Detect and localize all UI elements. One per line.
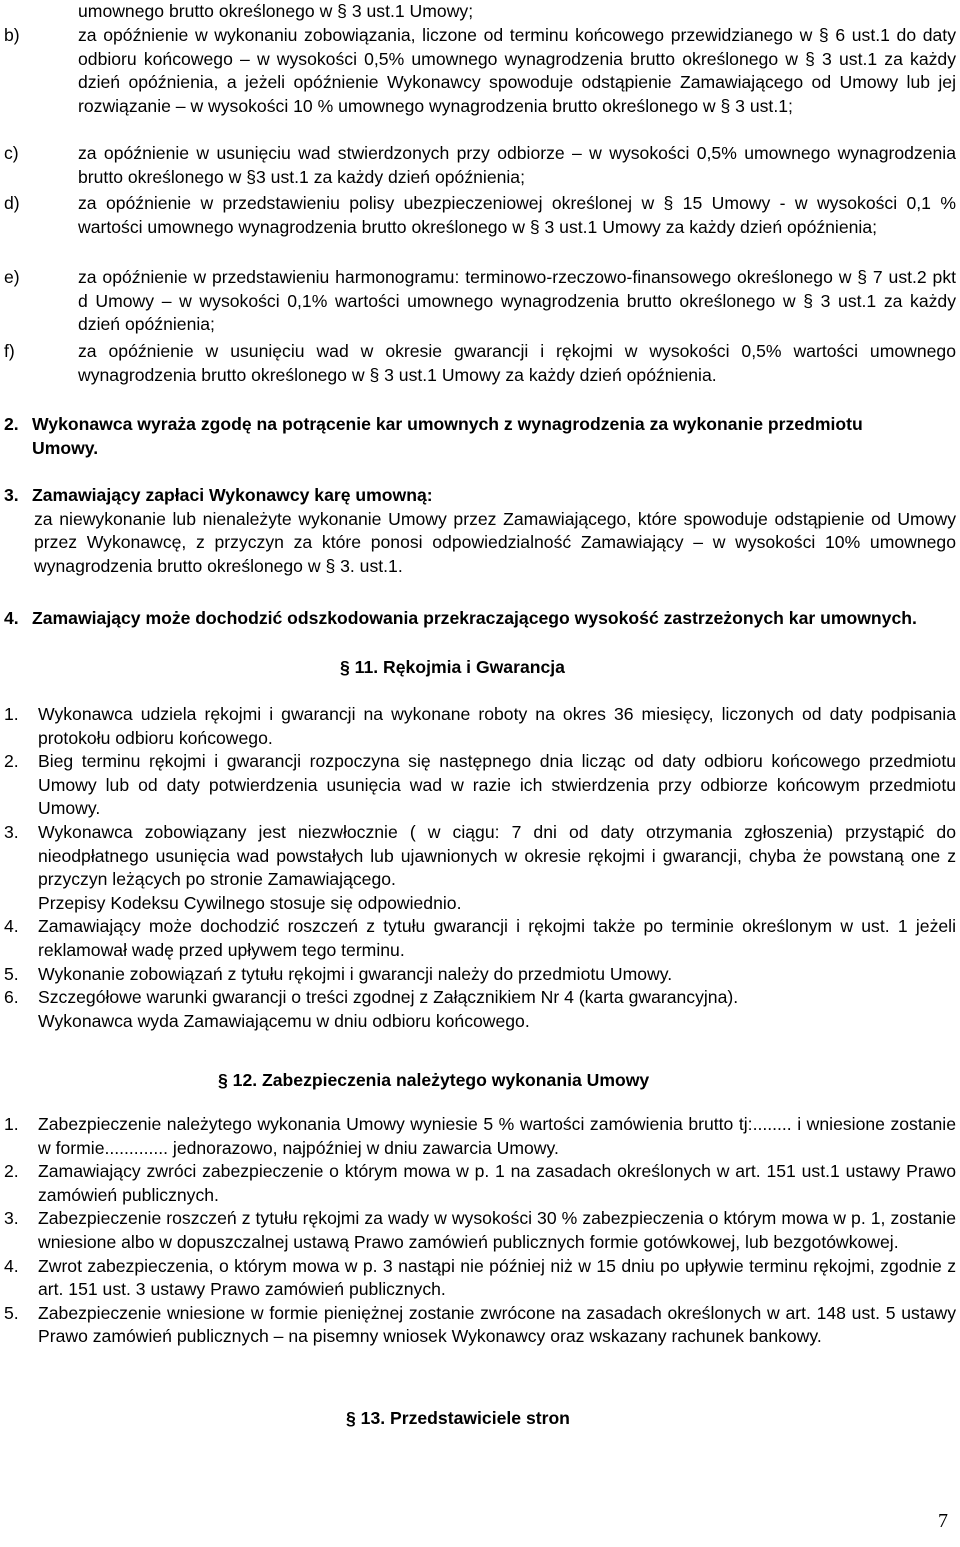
item-label: b) (4, 25, 20, 45)
list-item (4, 986, 960, 1033)
list-item (4, 750, 960, 821)
item-extra-text: Wykonawca wyda Zamawiającemu w dniu odbioru końcowego. (38, 1010, 530, 1031)
item-number: 3. (4, 821, 19, 842)
section-number: 4. (4, 608, 19, 628)
item-label: d) (4, 193, 20, 213)
zabezpieczenia-list (4, 1113, 960, 1349)
item-label: c) (4, 143, 19, 163)
item-number: 5. (4, 1302, 19, 1323)
section-3-text: za niewykonanie lub nienależyte wykonanie Umowy przez Zamawiającego, które spowoduje odstąpienie od Umowy przez Wykonawcę, z przyczyn za które ponosi odpowiedzialność Zamawiający – w wysokości 10% umownego wynagrodzenia brutto określonego w § 3. ust.1. (34, 508, 956, 576)
item-text: za opóźnienie w przedstawieniu polisy ubezpieczeniowej określonej w § 15 Umowy - w wysokości 0,1 % wartości umownego wynagrodzenia brutto określonego w § 3 ust.1 Umowy za każdy dzień opóźnienia; (78, 193, 956, 237)
item-text: Bieg terminu rękojmi i gwarancji rozpoczyna się następnego dnia licząc od daty odbioru końcowego przedmiotu Umowy lub od daty potwierdzenia usunięcia wad w razie ich stwierdzenia przy odbiorze końcowym przedmiotu Umowy. (38, 751, 956, 819)
list-item (4, 1255, 960, 1302)
item-number: 2. (4, 751, 19, 772)
list-item-c (4, 142, 960, 189)
item-number: 4. (4, 1255, 19, 1276)
list-item (4, 703, 960, 750)
section-4-text: Zamawiający może dochodzić odszkodowania przekraczającego wysokość zastrzeżonych kar umownych. (32, 608, 917, 628)
item-text: Zabezpieczenie należytego wykonania Umowy wyniesie 5 % wartości zamówienia brutto tj:........ i wniesione zostanie w formie............. jednorazowo, najpóźniej w dniu zawarcia Umowy. (38, 1114, 956, 1158)
item-number: 2. (4, 1161, 19, 1182)
item-label: f) (4, 341, 15, 361)
item-text: Zabezpieczenie wniesione w formie pieniężnej zostanie zwrócone na zasadach określonych w art. 148 ust. 5 ustawy Prawo zamówień publicznych – na pisemny wniosek Wykonawcy oraz wskazany rachunek bankowy. (38, 1302, 956, 1347)
item-number: 3. (4, 1208, 19, 1229)
section-2 (4, 413, 960, 460)
item-text: Zabezpieczenie roszczeń z tytułu rękojmi za wady w wysokości 30 % zabezpieczenia o którym mowa w p. 1, zostanie wniesione albo w dopuszczalnej ustawą Prawo zamówień publicznych formie gotówkowej, lub bezgotówkowej. (38, 1208, 956, 1252)
list-item-b (4, 24, 960, 118)
page-number: 7 (938, 1510, 948, 1532)
section-3-title: Zamawiający zapłaci Wykonawcy karę umowną: (32, 485, 433, 505)
heading-12: § 12. Zabezpieczenia należytego wykonania Umowy (218, 1070, 650, 1090)
item-text: Zamawiający zwróci zabezpieczenie o którym mowa w p. 1 na zasadach określonych w art. 151 ust.1 ustawy Prawo zamówień publicznych. (38, 1161, 956, 1205)
item-text: Szczegółowe warunki gwarancji o treści zgodnej z Załącznikiem Nr 4 (karta gwarancyjna). (38, 987, 739, 1008)
item-text: Wykonawca udziela rękojmi i gwarancji na wykonane roboty na okres 36 miesięcy, liczonych od daty podpisania protokołu odbioru końcowego. (38, 704, 956, 748)
item-number: 4. (4, 916, 19, 937)
item-text: Wykonawca zobowiązany jest niezwłocznie ( w ciągu: 7 dni od daty otrzymania zgłoszenia) przystąpić do nieodpłatnego usunięcia wad powstałych lub ujawnionych w okresie rękojmi i gwarancji, chyba że powstaną one z przyczyn leżących po stronie Zamawiającego. (38, 821, 956, 890)
list-item (4, 1160, 960, 1207)
section-number: 2. (4, 414, 19, 434)
list-item (4, 1207, 960, 1254)
item-number: 6. (4, 987, 19, 1008)
item-label: e) (4, 267, 20, 287)
continuation-line: umownego brutto określonego w § 3 ust.1 Umowy; (78, 1, 474, 21)
item-text: za opóźnienie w wykonaniu zobowiązania, liczone od terminu końcowego przewidzianego w § 6 ust.1 do daty odbioru końcowego – w wysokości 0,5% umownego wynagrodzenia brutto określonego w § 3 ust.1 za każdy dzień opóźnienia, a jeżeli opóźnienie Wykonawcy spowoduje odstąpienie Zamawiającego od Umowy lub jej rozwiązanie – w wysokości 10 % umownego wynagrodzenia brutto określonego w § 3 ust.1; (78, 25, 956, 116)
heading-13: § 13. Przedstawiciele stron (346, 1408, 570, 1428)
section-text (32, 413, 912, 460)
section-2-text: Wykonawca wyraża zgodę na potrącenie kar umownych z wynagrodzenia za wykonanie przedmiotu Umowy. (32, 414, 863, 458)
list-item (4, 963, 960, 987)
item-number: 1. (4, 1114, 19, 1134)
section-number: 3. (4, 485, 19, 505)
list-item-f (4, 340, 960, 387)
rekojmia-list (4, 703, 960, 1033)
list-item (4, 1302, 960, 1349)
item-extra-text: Przepisy Kodeksu Cywilnego stosuje się odpowiednio. (38, 892, 462, 913)
item-text: za opóźnienie w usunięciu wad w okresie gwarancji i rękojmi w wysokości 0,5% wartości umownego wynagrodzenia brutto określonego w § 3 ust.1 Umowy za każdy dzień opóźnienia. (78, 341, 956, 385)
item-number: 5. (4, 963, 19, 984)
heading-11: § 11. Rękojmia i Gwarancja (340, 657, 565, 677)
list-item (4, 821, 960, 915)
item-text: Zamawiający może dochodzić roszczeń z tytułu gwarancji i rękojmi także po terminie określonym w ust. 1 jeżeli reklamował wadę przed upływem tego terminu. (38, 916, 956, 960)
section-4 (4, 607, 960, 631)
item-text: za opóźnienie w usunięciu wad stwierdzonych przy odbiorze – w wysokości 0,5% umownego wynagrodzenia brutto określonego w §3 ust.1 za każdy dzień opóźnienia; (78, 143, 956, 187)
list-item-e (4, 266, 960, 337)
list-item-d (4, 192, 960, 239)
item-text: Wykonanie zobowiązań z tytułu rękojmi i gwarancji należy do przedmiotu Umowy. (38, 963, 673, 984)
item-text: za opóźnienie w przedstawieniu harmonogramu: terminowo-rzeczowo-finansowego określonego w § 7 ust.2 pkt d Umowy – w wysokości 0,1% wartości umownego wynagrodzenia brutto określonego w § 3 ust.1 za każdy dzień opóźnienia; (78, 267, 956, 335)
item-text: Zwrot zabezpieczenia, o którym mowa w p. 3 nastąpi nie później niż w 15 dniu po upływie terminu rękojmi, zgodnie z art. 151 ust. 3 ustawy Prawo zamówień publicznych. (38, 1255, 956, 1300)
item-number: 1. (4, 704, 19, 724)
list-item (4, 915, 960, 962)
section-3 (4, 484, 960, 578)
list-item (4, 1113, 960, 1160)
